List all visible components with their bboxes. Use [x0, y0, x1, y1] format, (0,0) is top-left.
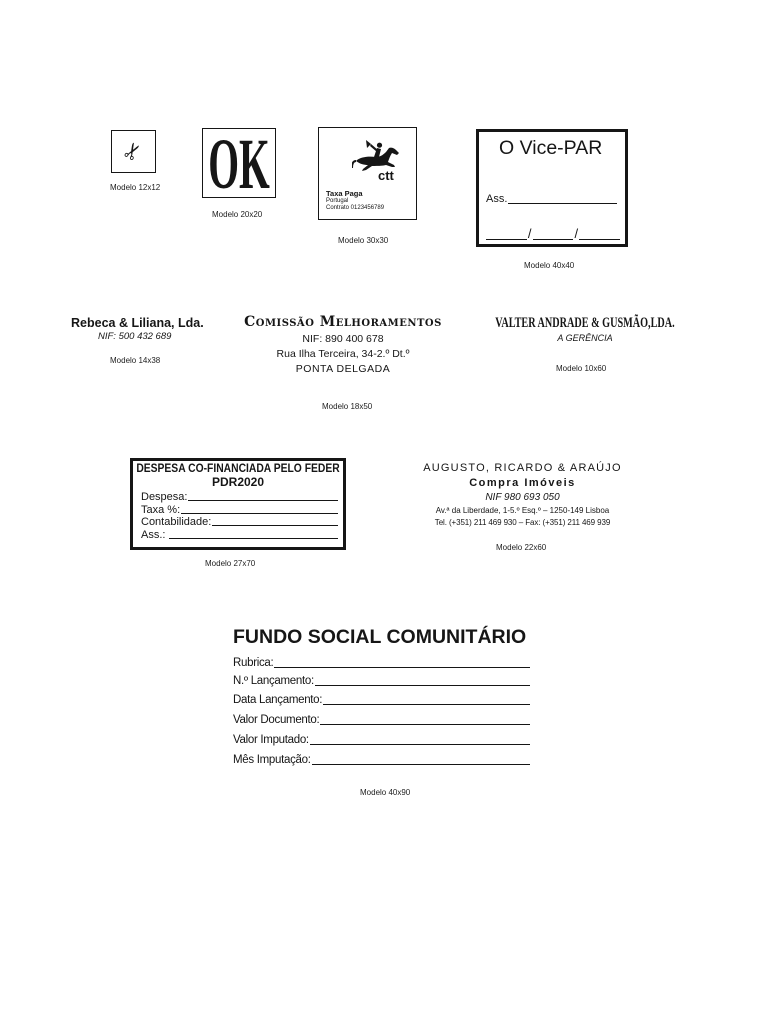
date-field: [486, 227, 620, 241]
ok-text: OK: [208, 124, 270, 204]
model-label-30x30: Modelo 30x30: [338, 236, 389, 245]
field-label: Valor Documento:: [233, 714, 320, 726]
signature-label: Ass.: [486, 193, 508, 205]
field-blank: [315, 685, 530, 686]
date-separator: /: [574, 226, 579, 241]
association-name: Comissão Melhoramentos: [244, 314, 442, 330]
model-label-14x38: Modelo 14x38: [110, 356, 161, 365]
model-label-10x60: Modelo 10x60: [556, 364, 607, 373]
lancamento-field: [233, 674, 530, 688]
signature-field: [486, 193, 617, 206]
date-month-blank: [533, 239, 574, 240]
valor-imputado-field: [233, 733, 530, 747]
field-label: Despesa:: [141, 491, 188, 503]
signature-blank: [508, 203, 617, 204]
feder-title-wrap: [133, 462, 343, 476]
company-name-rebeca: Rebeca & Liliana, Lda.: [71, 316, 204, 330]
field-blank: [312, 764, 530, 765]
field-blank: [181, 513, 338, 514]
fundo-title: FUNDO SOCIAL COMUNITÁRIO: [233, 626, 527, 648]
company-name-valter: VALTER ANDRADE & GUSMÃO,LDA.: [495, 315, 675, 331]
country-text: Portugal: [326, 198, 349, 204]
field-blank: [212, 525, 338, 526]
despesa-field: [141, 491, 338, 503]
address-augusto: Av.ª da Liberdade, 1-5.º Esq.º – 1250-149 Lisboa: [435, 506, 610, 515]
stamp-20x20: [202, 124, 276, 204]
date-day-blank: [486, 239, 527, 240]
contabilidade-field: [141, 516, 338, 528]
taxa-paga-text: Taxa Paga: [326, 189, 363, 198]
ctt-horse-rider-icon: [352, 139, 404, 183]
stamp-title: O Vice-PAR: [499, 137, 603, 159]
valor-documento-field: [233, 713, 530, 727]
model-label-18x50: Modelo 18x50: [322, 402, 373, 411]
contract-text: Contrato 0123456789: [326, 205, 385, 211]
field-label: Mês Imputação:: [233, 754, 311, 766]
stamp-40x40: [476, 129, 628, 247]
gerencia-text: A GERÊNCIA: [557, 333, 613, 343]
field-label: Taxa %:: [141, 504, 181, 516]
model-label-40x90: Modelo 40x90: [360, 788, 411, 797]
pdr-subtitle: PDR2020: [211, 475, 265, 489]
scissors-icon: ✂: [117, 137, 149, 166]
nif-rebeca: NIF: 500 432 689: [98, 331, 172, 342]
field-label: N.º Lançamento:: [233, 675, 314, 687]
stamp-18x50: [243, 315, 443, 379]
company-name-augusto: AUGUSTO, RICARDO & ARAÚJO: [423, 462, 622, 474]
nif-augusto: NIF 980 693 050: [485, 492, 560, 503]
activity-text: Compra Imóveis: [469, 477, 576, 489]
model-label-12x12: Modelo 12x12: [110, 183, 161, 192]
ass-field: [141, 529, 338, 541]
phone-augusto: Tel. (+351) 211 469 930 – Fax: (+351) 211 469 939: [434, 518, 611, 527]
date-separator: /: [527, 226, 532, 241]
field-blank: [188, 500, 338, 501]
mes-imputacao-field: [233, 753, 530, 767]
field-blank: [323, 704, 530, 705]
field-blank: [310, 744, 530, 745]
rubrica-field: [233, 656, 530, 670]
model-label-22x60: Modelo 22x60: [496, 543, 547, 552]
stamp-22x60: [415, 462, 630, 528]
address-comissao: Rua Ilha Terceira, 34-2.º Dt.º: [276, 348, 410, 360]
data-lancamento-field: [233, 693, 530, 707]
model-label-40x40: Modelo 40x40: [524, 261, 575, 270]
model-label-20x20: Modelo 20x20: [212, 210, 263, 219]
ctt-logo-text: ctt: [378, 168, 394, 183]
stamp-12x12: [111, 130, 156, 173]
taxa-field: [141, 504, 338, 516]
field-label: Ass.:: [141, 529, 166, 541]
stamp-10x60: [445, 315, 725, 345]
field-label: Valor Imputado:: [233, 734, 309, 746]
field-label: Contabilidade:: [141, 516, 212, 528]
stamp-27x70: [130, 458, 346, 550]
field-label: Data Lançamento:: [233, 694, 323, 706]
model-label-27x70: Modelo 27x70: [205, 559, 256, 568]
field-blank: [320, 724, 530, 725]
nif-comissao: NIF: 890 400 678: [302, 333, 384, 345]
date-year-blank: [579, 239, 620, 240]
city-comissao: PONTA DELGADA: [295, 363, 391, 375]
field-blank: [169, 538, 338, 539]
field-blank: [274, 667, 530, 668]
field-label: Rubrica:: [233, 657, 274, 669]
feder-title: DESPESA CO-FINANCIADA PELO FEDER: [136, 461, 340, 475]
stamp-30x30: [318, 127, 417, 220]
